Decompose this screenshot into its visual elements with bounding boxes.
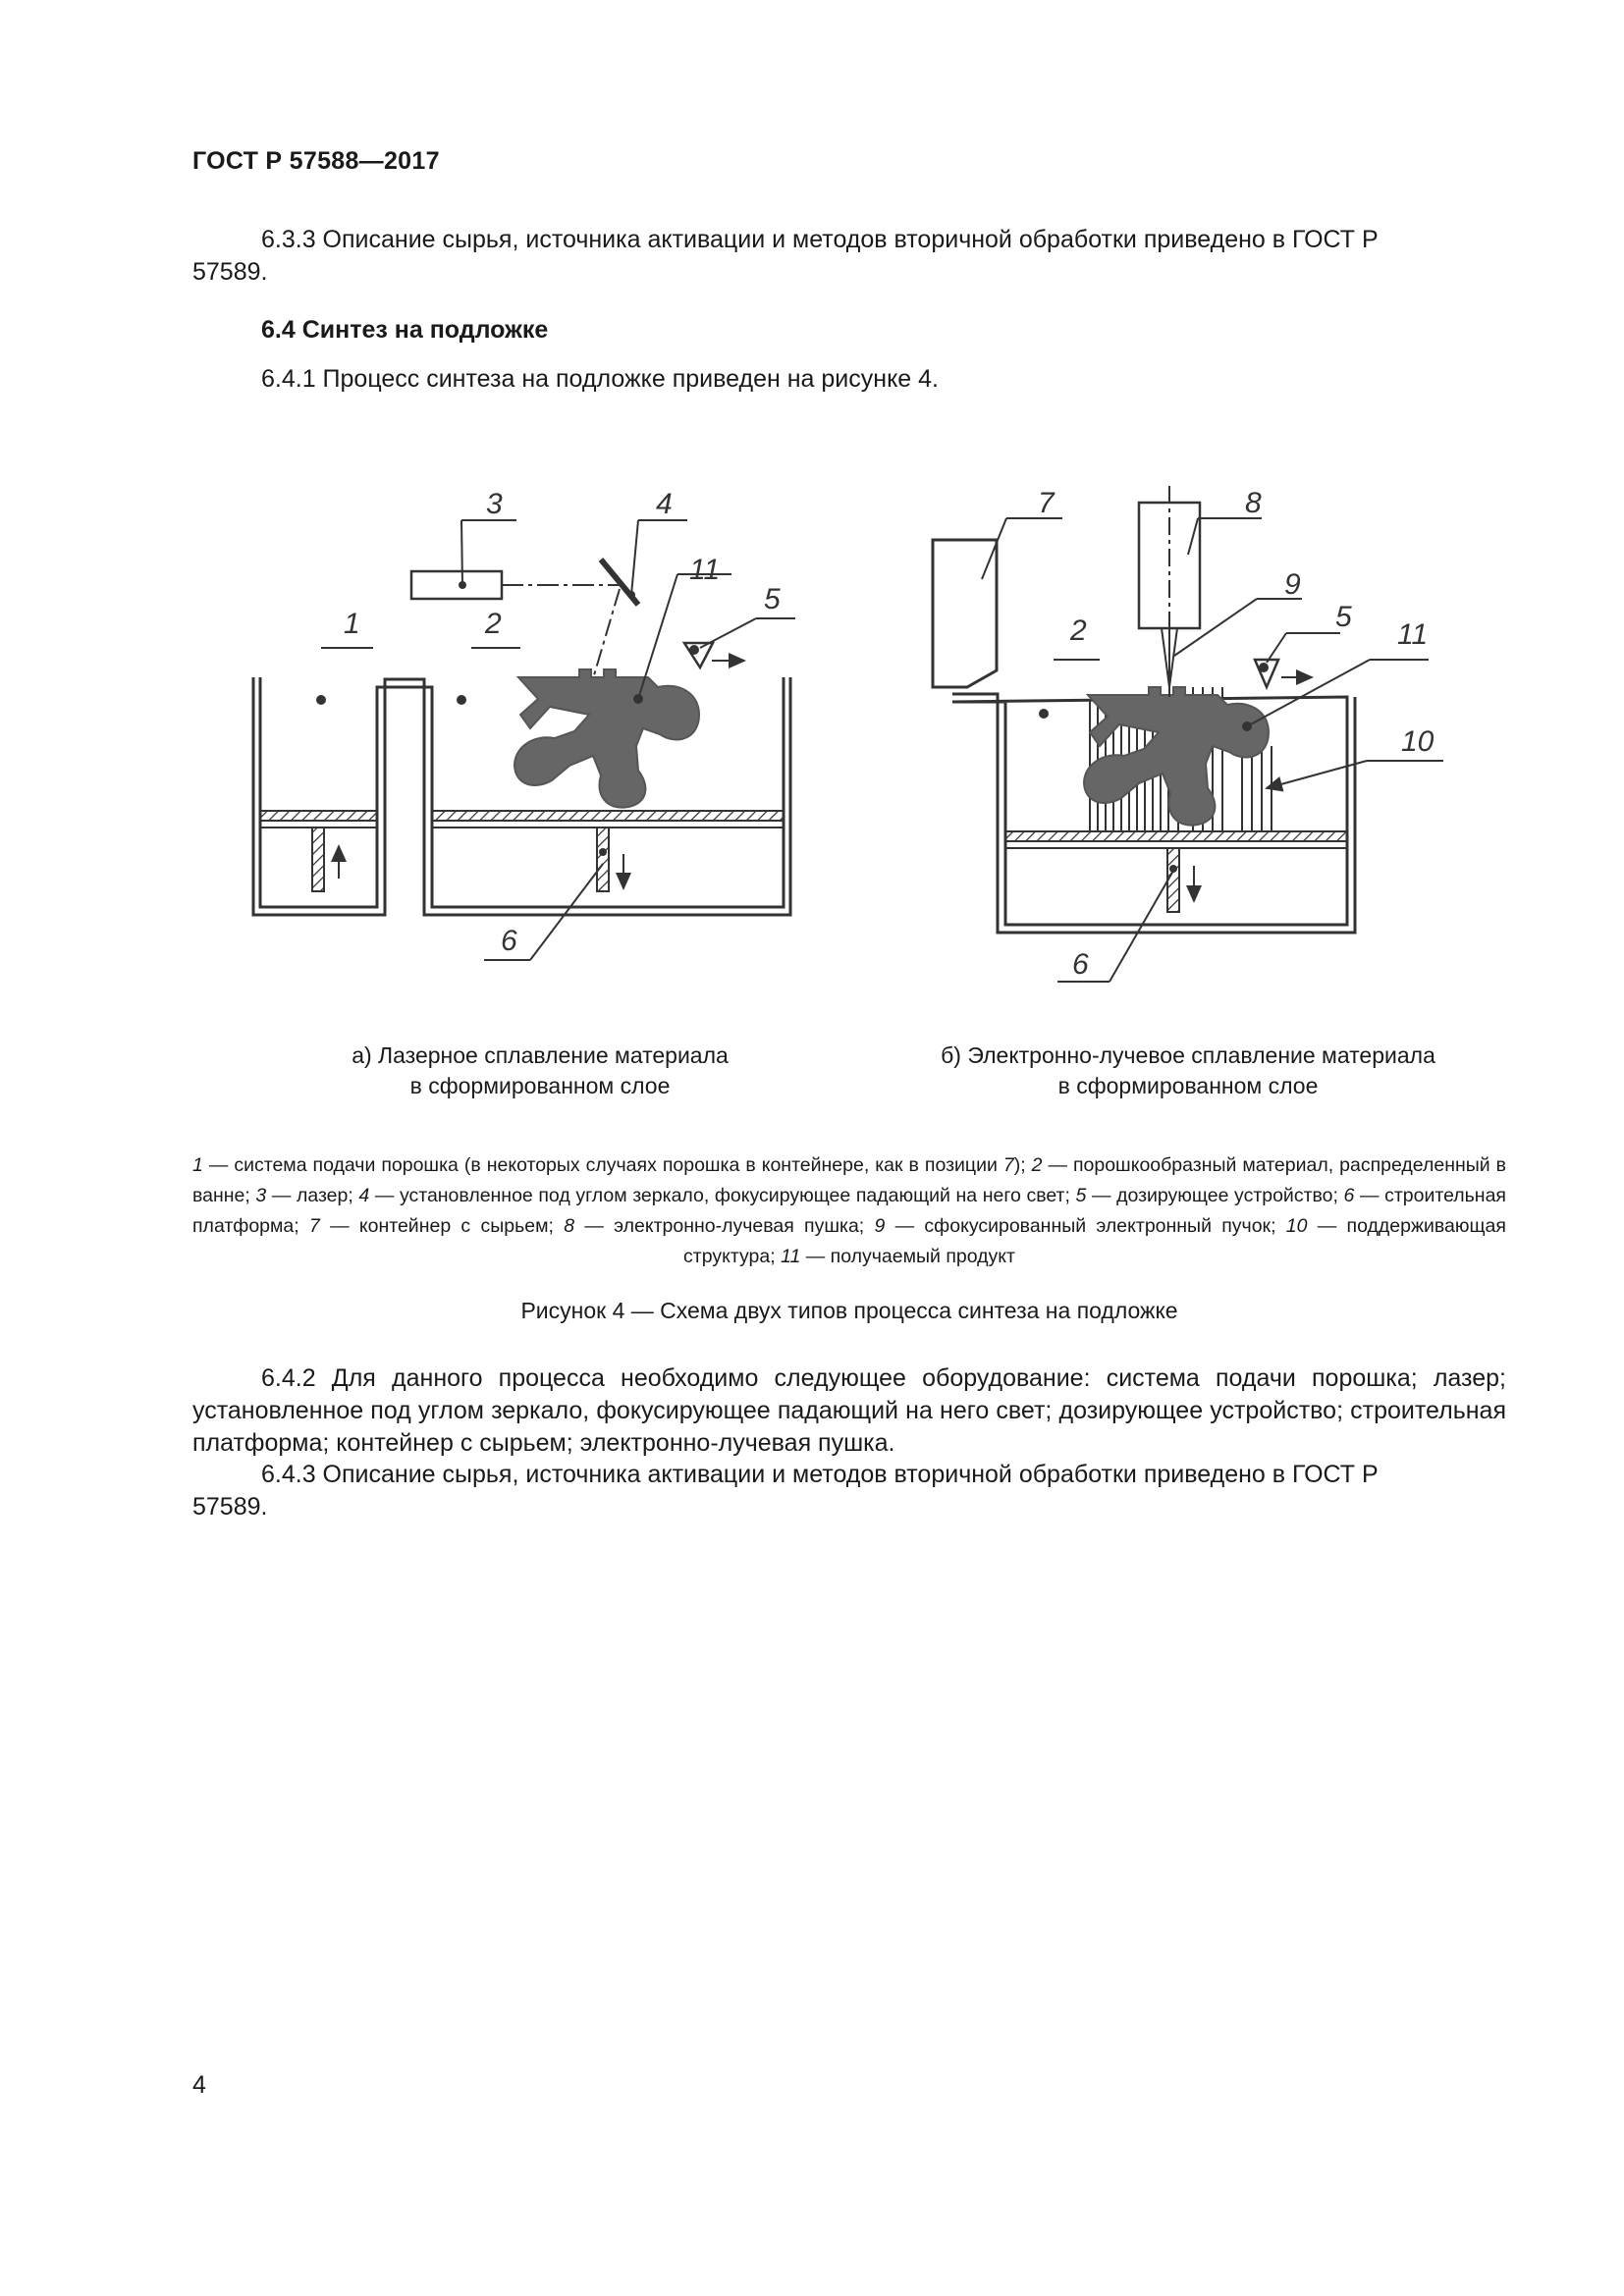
raw-material-container [933,540,997,687]
label-b-6: 6 [1072,948,1089,981]
product-shape-a [514,669,699,808]
legend-text: — сфокусированный электронный пучок; [885,1215,1286,1237]
legend-num: 2 [1031,1154,1043,1176]
page-number: 4 [192,2071,206,2099]
label-a-2: 2 [485,608,502,640]
legend-text: — электронно-лучевая пушка; [574,1215,875,1237]
legend-num: 5 [1075,1185,1087,1206]
legend-text: — порошкообразный материал, распределенный в ванне; [192,1154,1506,1206]
legend-num: 8 [564,1215,575,1237]
caption-a-line1: а) Лазерное сплавление материала [352,1042,729,1068]
caption-b [884,1041,1492,1101]
legend-text: ); [1013,1154,1032,1176]
label-b-7: 7 [1038,487,1055,519]
label-a-5: 5 [764,583,781,615]
laser-unit [411,571,502,599]
section-heading-6-4: 6.4 Синтез на подложке [261,316,549,344]
label-b-11: 11 [1397,618,1429,651]
legend-text: — система подачи порошка (в некоторых случаях порошка в контейнере, как в позиции [202,1154,1003,1176]
paragraph-6-4-1: 6.4.1 Процесс синтеза на подложке приведен на рисунке 4. [261,365,939,393]
diagram-a-laser [253,488,795,960]
figure-legend [192,1150,1506,1272]
figure-title: Рисунок 4 — Схема двух типов процесса синтеза на подложке [520,1298,1178,1323]
label-a-4: 4 [656,488,673,520]
legend-text: — установленное под углом зеркало, фокусирующее падающий на него свет; [369,1185,1076,1206]
label-b-2: 2 [1070,614,1087,647]
legend-num: 3 [255,1185,267,1206]
legend-text: — строительная платформа; [192,1185,1506,1237]
paragraph-6-3-3-line2: 57589. [192,258,268,286]
paragraph-6-3-3-line1: 6.3.3 Описание сырья, источника активации и методов вторичной обработки приведено в ГОСТ Р [261,226,1379,253]
legend-num: 7 [308,1215,320,1237]
label-b-8: 8 [1245,487,1262,519]
legend-num: 9 [874,1215,886,1237]
label-a-3: 3 [486,488,503,520]
legend-num: 11 [781,1246,801,1267]
legend-num: 1 [192,1154,203,1176]
legend-num: 4 [358,1185,370,1206]
product-shape-b [1084,687,1269,826]
legend-num: 7 [1002,1154,1014,1176]
legend-num: 6 [1343,1185,1355,1206]
document-header: ГОСТ Р 57588—2017 [192,147,440,175]
label-a-11: 11 [689,554,721,586]
label-b-5: 5 [1335,601,1352,633]
figure-4-diagram [0,461,1624,1011]
paragraph-6-4-3-line1: 6.4.3 Описание сырья, источника активации и методов вторичной обработки приведено в ГОСТ Р [261,1461,1379,1488]
label-b-10: 10 [1401,725,1435,758]
legend-text: — поддерживающая структура; [683,1215,1506,1267]
legend-text: — получаемый продукт [800,1246,1015,1267]
caption-a-line2: в сформированном слое [409,1073,671,1098]
legend-num: 10 [1285,1215,1308,1237]
label-b-9: 9 [1284,568,1301,601]
paragraph-6-4-2 [192,1362,1506,1460]
legend-text: — лазер; [266,1185,359,1206]
caption-a [285,1041,795,1101]
caption-b-line2: в сформированном слое [1057,1073,1319,1098]
legend-text: — контейнер с сырьем; [319,1215,565,1237]
paragraph-6-4-3 [192,1459,1506,1523]
paragraph-6-3-3 [192,224,1506,289]
paragraph-6-4-2-text: 6.4.2 Для данного процесса необходимо следующее оборудование: система подачи порошка; лазер; установленное под углом зеркало, фокусирующее падающий на него свет; дозирующее устройство; строительная платформа; контейнер с сырьем; электронно-лучевая пушка. [192,1364,1506,1457]
label-a-1: 1 [344,608,360,640]
legend-text: — дозирующее устройство; [1086,1185,1344,1206]
dosing-device-a [684,643,713,667]
caption-b-line1: б) Электронно-лучевое сплавление материала [941,1042,1435,1068]
paragraph-6-4-3-line2: 57589. [192,1493,268,1521]
diagram-b-electron-beam [933,486,1443,982]
label-a-6: 6 [501,925,517,957]
